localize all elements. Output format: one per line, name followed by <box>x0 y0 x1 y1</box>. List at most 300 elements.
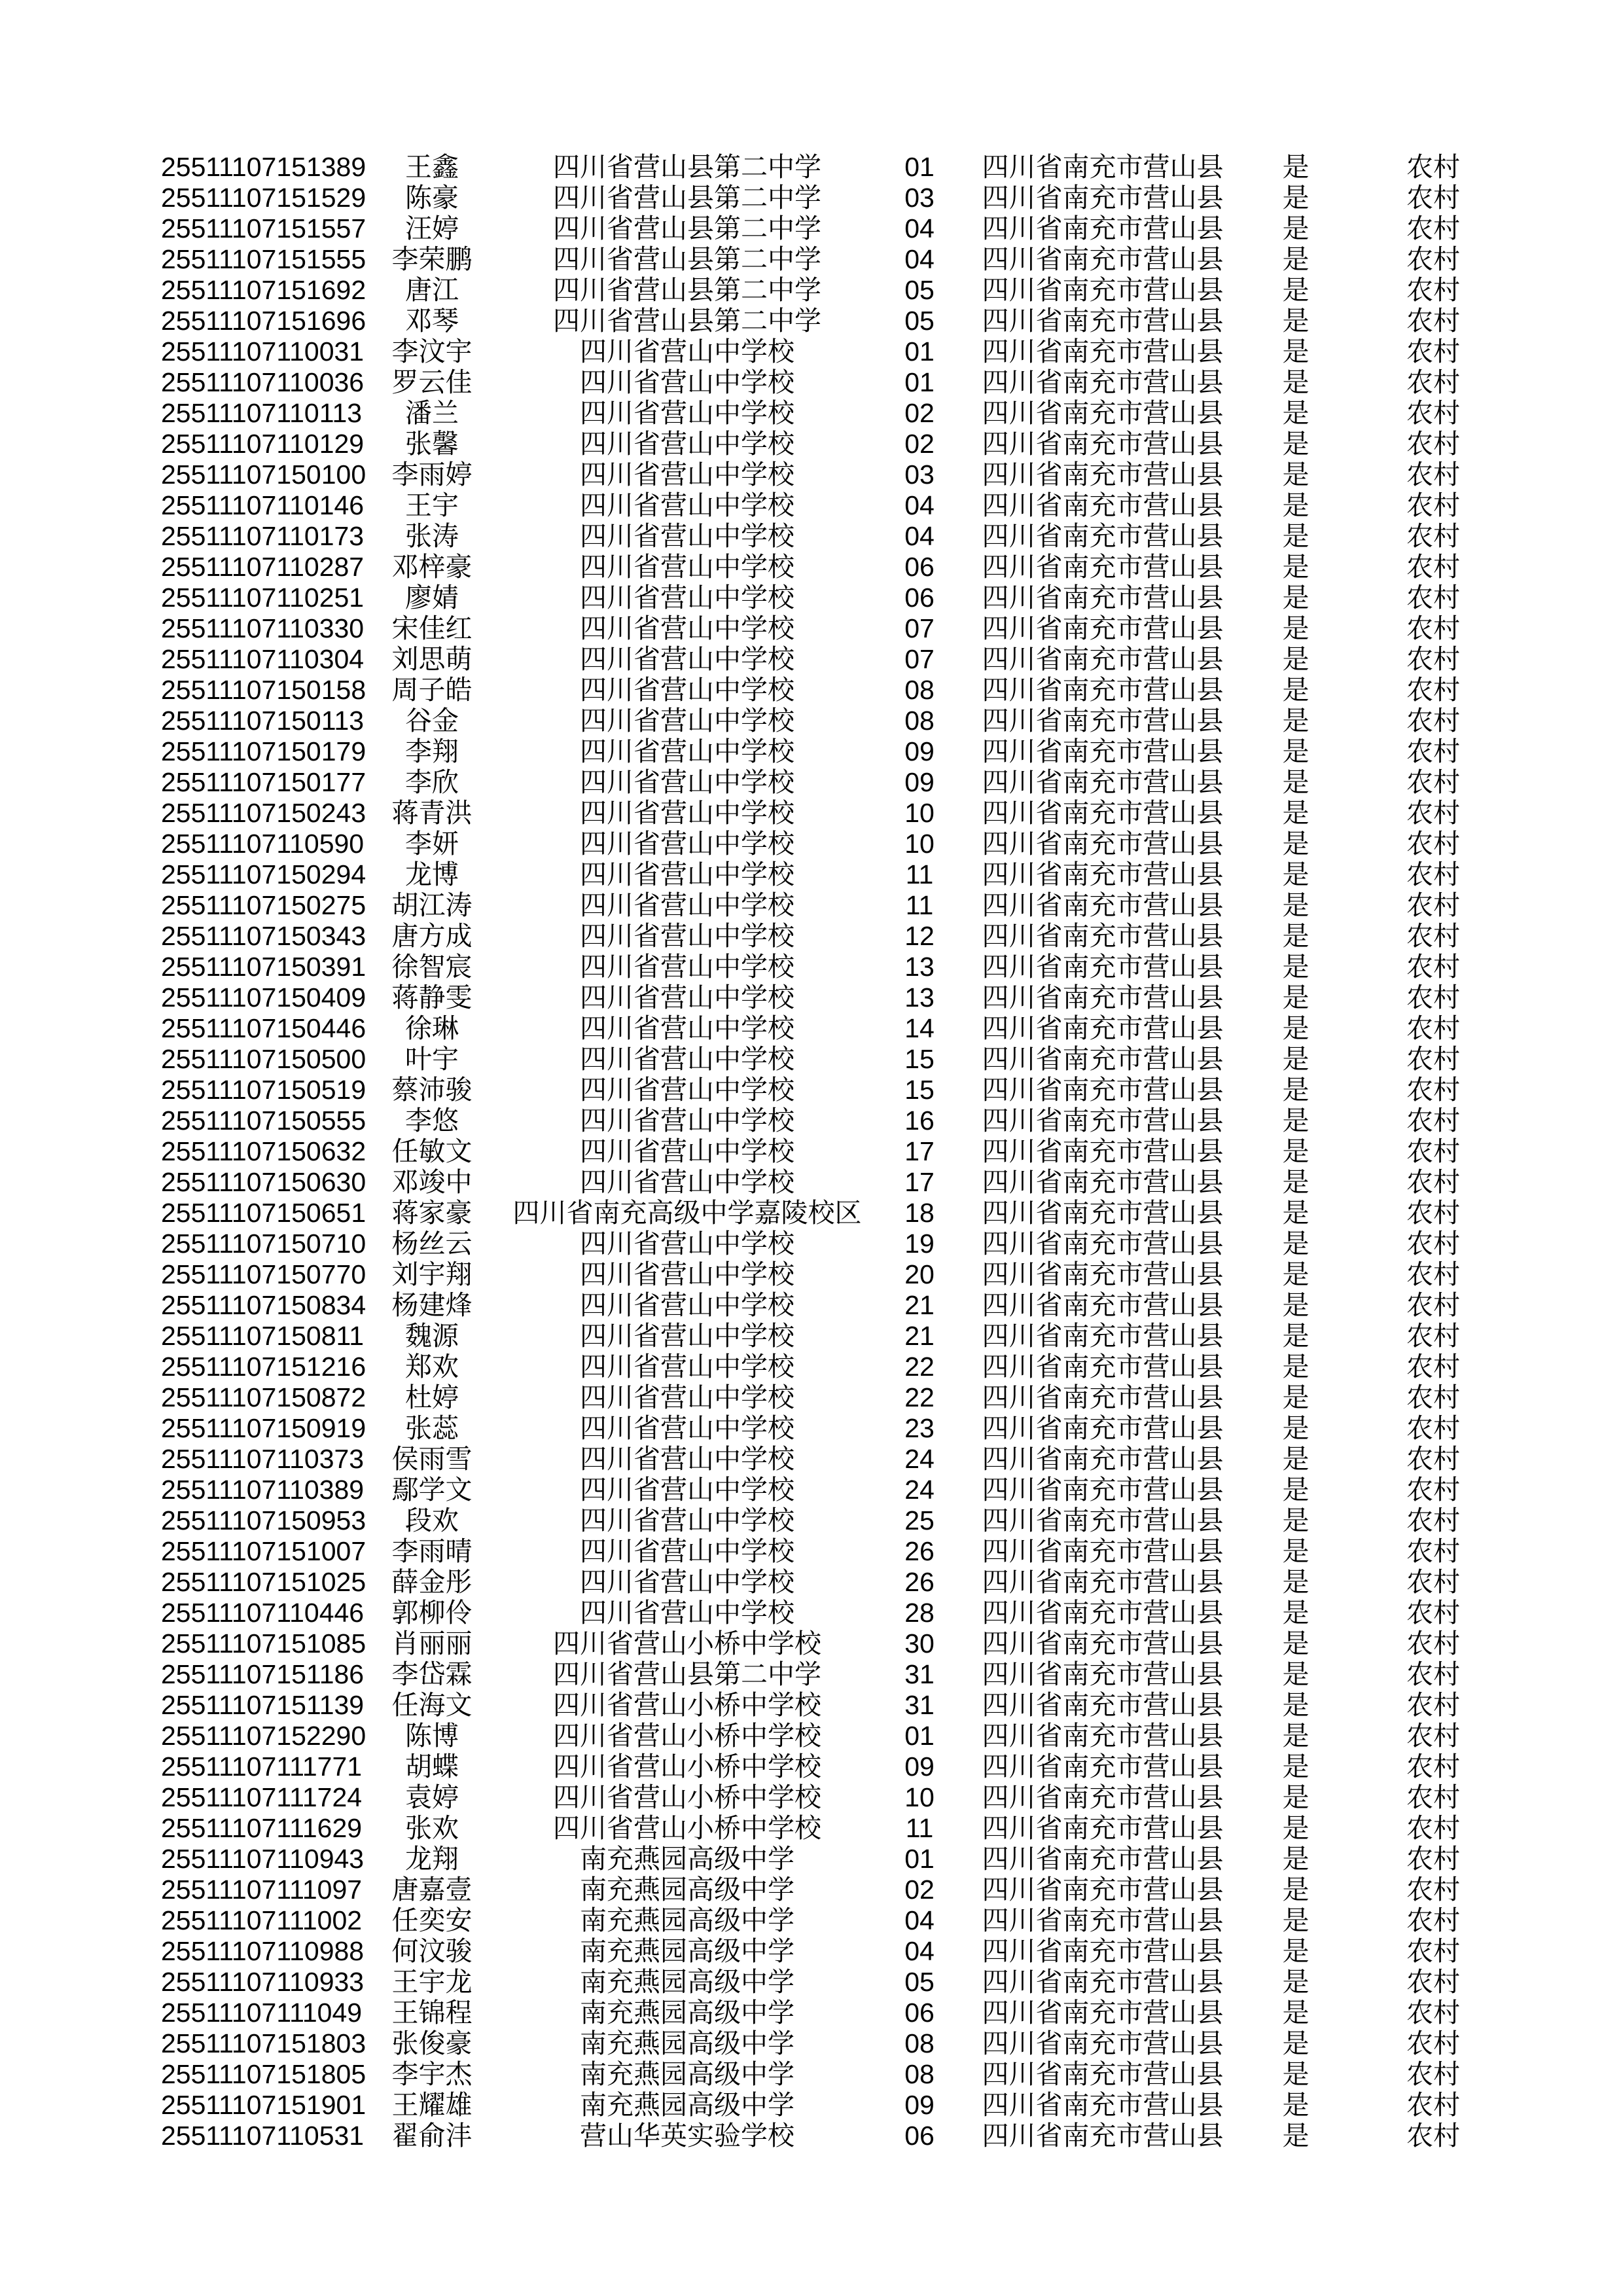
cell-exam-id: 25511107150177 <box>161 767 366 797</box>
table-row <box>0 1167 1623 1198</box>
cell-confirm-flag: 是 <box>1282 1998 1310 2028</box>
table-row <box>0 1628 1623 1659</box>
cell-school: 四川省营山中学校 <box>580 1044 794 1074</box>
cell-student-name: 李宇杰 <box>391 2059 473 2089</box>
cell-school: 四川省营山中学校 <box>580 1075 794 1105</box>
table-row <box>0 306 1623 336</box>
table-row <box>0 1198 1623 1229</box>
cell-region: 四川省南充市营山县 <box>982 1936 1224 1966</box>
cell-region: 四川省南充市营山县 <box>982 490 1224 520</box>
cell-residence-type: 农村 <box>1406 859 1460 889</box>
cell-student-name: 鄢学文 <box>391 1475 473 1505</box>
cell-region: 四川省南充市营山县 <box>982 890 1224 920</box>
cell-student-name: 汪婷 <box>405 213 459 243</box>
cell-exam-id: 25511107150555 <box>161 1105 366 1136</box>
cell-residence-type: 农村 <box>1406 583 1460 613</box>
table-row <box>0 490 1623 521</box>
cell-school: 四川省南充高级中学嘉陵校区 <box>512 1198 862 1228</box>
cell-school: 四川省营山中学校 <box>580 521 794 551</box>
table-row <box>0 1413 1623 1444</box>
cell-school: 四川省营山县第二中学 <box>553 1659 821 1689</box>
table-row <box>0 583 1623 613</box>
cell-residence-type: 农村 <box>1406 275 1460 305</box>
cell-confirm-flag: 是 <box>1282 367 1310 397</box>
cell-confirm-flag: 是 <box>1282 1659 1310 1689</box>
cell-class-number: 05 <box>904 1967 935 1997</box>
cell-exam-id: 25511107110389 <box>161 1475 365 1505</box>
cell-confirm-flag: 是 <box>1282 583 1310 613</box>
cell-confirm-flag: 是 <box>1282 1105 1310 1136</box>
cell-class-number: 14 <box>904 1013 935 1043</box>
cell-exam-id: 25511107151216 <box>161 1352 366 1382</box>
cell-residence-type: 农村 <box>1406 183 1460 213</box>
table-row <box>0 1321 1623 1352</box>
cell-residence-type: 农村 <box>1406 1874 1460 1905</box>
cell-confirm-flag: 是 <box>1282 952 1310 982</box>
cell-confirm-flag: 是 <box>1282 429 1310 459</box>
cell-class-number: 09 <box>904 736 935 766</box>
cell-region: 四川省南充市营山县 <box>982 1167 1224 1197</box>
table-row <box>0 429 1623 459</box>
table-row <box>0 1782 1623 1813</box>
cell-region: 四川省南充市营山县 <box>982 1444 1224 1474</box>
cell-class-number: 02 <box>904 398 935 428</box>
cell-residence-type: 农村 <box>1406 367 1460 397</box>
cell-exam-id: 25511107110943 <box>161 1844 365 1874</box>
cell-class-number: 09 <box>904 2090 935 2120</box>
cell-confirm-flag: 是 <box>1282 1505 1310 1535</box>
cell-residence-type: 农村 <box>1406 2090 1460 2120</box>
cell-class-number: 06 <box>904 2121 935 2151</box>
cell-confirm-flag: 是 <box>1282 736 1310 766</box>
cell-school: 四川省营山中学校 <box>580 890 794 920</box>
cell-school: 四川省营山中学校 <box>580 952 794 982</box>
cell-confirm-flag: 是 <box>1282 1321 1310 1351</box>
cell-exam-id: 25511107150243 <box>161 798 366 828</box>
cell-exam-id: 25511107111629 <box>161 1813 363 1843</box>
cell-exam-id: 25511107110304 <box>161 644 365 674</box>
cell-residence-type: 农村 <box>1406 1198 1460 1228</box>
cell-school: 南充燕园高级中学 <box>580 1905 794 1935</box>
cell-exam-id: 25511107110113 <box>161 398 363 428</box>
cell-region: 四川省南充市营山县 <box>982 1229 1224 1259</box>
cell-school: 四川省营山中学校 <box>580 552 794 582</box>
cell-region: 四川省南充市营山县 <box>982 1905 1224 1935</box>
cell-school: 四川省营山中学校 <box>580 398 794 428</box>
cell-student-name: 张欢 <box>405 1813 459 1843</box>
cell-student-name: 徐智宸 <box>391 952 473 982</box>
cell-residence-type: 农村 <box>1406 1751 1460 1782</box>
cell-class-number: 12 <box>904 921 935 951</box>
cell-region: 四川省南充市营山县 <box>982 1044 1224 1074</box>
cell-exam-id: 25511107151557 <box>161 213 366 243</box>
cell-class-number: 01 <box>904 152 935 182</box>
cell-region: 四川省南充市营山县 <box>982 1598 1224 1628</box>
cell-school: 四川省营山中学校 <box>580 459 794 490</box>
cell-region: 四川省南充市营山县 <box>982 244 1224 274</box>
cell-class-number: 03 <box>904 183 935 213</box>
cell-exam-id: 25511107111724 <box>161 1782 363 1812</box>
cell-student-name: 邓梓豪 <box>391 552 473 582</box>
table-row <box>0 1751 1623 1782</box>
cell-exam-id: 25511107110287 <box>161 552 365 582</box>
table-row <box>0 1536 1623 1567</box>
table-row <box>0 1844 1623 1874</box>
cell-student-name: 袁婷 <box>405 1782 459 1812</box>
table-row <box>0 552 1623 583</box>
table-row <box>0 1136 1623 1167</box>
cell-student-name: 邓竣中 <box>391 1167 473 1197</box>
cell-class-number: 21 <box>904 1321 935 1351</box>
table-row <box>0 829 1623 859</box>
table-row <box>0 244 1623 275</box>
table-row <box>0 213 1623 244</box>
cell-confirm-flag: 是 <box>1282 1229 1310 1259</box>
cell-school: 四川省营山县第二中学 <box>553 306 821 336</box>
cell-confirm-flag: 是 <box>1282 2090 1310 2120</box>
cell-residence-type: 农村 <box>1406 521 1460 551</box>
cell-residence-type: 农村 <box>1406 1690 1460 1720</box>
cell-region: 四川省南充市营山县 <box>982 367 1224 397</box>
table-row <box>0 1905 1623 1936</box>
cell-school: 四川省营山中学校 <box>580 1290 794 1320</box>
cell-exam-id: 25511107151389 <box>161 152 366 182</box>
cell-residence-type: 农村 <box>1406 429 1460 459</box>
cell-exam-id: 25511107110590 <box>161 829 365 859</box>
cell-region: 四川省南充市营山县 <box>982 1290 1224 1320</box>
cell-class-number: 08 <box>904 2028 935 2058</box>
cell-exam-id: 25511107150651 <box>161 1198 366 1228</box>
cell-school: 四川省营山小桥中学校 <box>553 1813 821 1843</box>
cell-student-name: 薛金彤 <box>391 1567 473 1597</box>
cell-confirm-flag: 是 <box>1282 1290 1310 1320</box>
cell-residence-type: 农村 <box>1406 306 1460 336</box>
cell-confirm-flag: 是 <box>1282 1044 1310 1074</box>
cell-exam-id: 25511107151696 <box>161 306 366 336</box>
cell-school: 四川省营山县第二中学 <box>553 275 821 305</box>
table-row <box>0 767 1623 798</box>
cell-exam-id: 25511107150710 <box>161 1229 366 1259</box>
cell-school: 四川省营山中学校 <box>580 1475 794 1505</box>
cell-confirm-flag: 是 <box>1282 1013 1310 1043</box>
cell-exam-id: 25511107150391 <box>161 952 366 982</box>
table-row <box>0 1044 1623 1075</box>
cell-region: 四川省南充市营山县 <box>982 2090 1224 2120</box>
cell-exam-id: 25511107111097 <box>161 1874 363 1905</box>
cell-exam-id: 25511107111771 <box>161 1751 363 1782</box>
cell-region: 四川省南充市营山县 <box>982 767 1224 797</box>
cell-region: 四川省南充市营山县 <box>982 1967 1224 1997</box>
table-row <box>0 2121 1623 2151</box>
cell-confirm-flag: 是 <box>1282 2121 1310 2151</box>
cell-confirm-flag: 是 <box>1282 1813 1310 1843</box>
cell-residence-type: 农村 <box>1406 213 1460 243</box>
table-row <box>0 890 1623 921</box>
table-row <box>0 798 1623 829</box>
cell-class-number: 10 <box>904 798 935 828</box>
cell-exam-id: 25511107151901 <box>161 2090 366 2120</box>
cell-student-name: 李岱霖 <box>391 1659 473 1689</box>
cell-exam-id: 25511107151025 <box>161 1567 366 1597</box>
cell-exam-id: 25511107111049 <box>161 1998 363 2028</box>
cell-region: 四川省南充市营山县 <box>982 1751 1224 1782</box>
table-row <box>0 982 1623 1013</box>
table-row <box>0 675 1623 706</box>
cell-confirm-flag: 是 <box>1282 1936 1310 1966</box>
cell-exam-id: 25511107110031 <box>161 336 365 367</box>
cell-region: 四川省南充市营山县 <box>982 1690 1224 1720</box>
cell-class-number: 04 <box>904 521 935 551</box>
cell-exam-id: 25511107150343 <box>161 921 366 951</box>
cell-student-name: 邓琴 <box>405 306 459 336</box>
cell-class-number: 04 <box>904 490 935 520</box>
cell-exam-id: 25511107151803 <box>161 2028 366 2058</box>
cell-class-number: 04 <box>904 1936 935 1966</box>
cell-school: 四川省营山县第二中学 <box>553 213 821 243</box>
cell-class-number: 06 <box>904 583 935 613</box>
cell-region: 四川省南充市营山县 <box>982 982 1224 1013</box>
cell-class-number: 23 <box>904 1413 935 1443</box>
cell-residence-type: 农村 <box>1406 921 1460 951</box>
table-row <box>0 1998 1623 2028</box>
cell-region: 四川省南充市营山县 <box>982 736 1224 766</box>
cell-student-name: 李妍 <box>405 829 459 859</box>
cell-class-number: 28 <box>904 1598 935 1628</box>
cell-school: 南充燕园高级中学 <box>580 2059 794 2089</box>
cell-class-number: 08 <box>904 2059 935 2089</box>
cell-student-name: 刘思萌 <box>391 644 473 674</box>
cell-confirm-flag: 是 <box>1282 1259 1310 1289</box>
cell-region: 四川省南充市营山县 <box>982 921 1224 951</box>
cell-exam-id: 25511107110373 <box>161 1444 365 1474</box>
cell-residence-type: 农村 <box>1406 829 1460 859</box>
table-row <box>0 1444 1623 1475</box>
cell-residence-type: 农村 <box>1406 459 1460 490</box>
cell-class-number: 01 <box>904 1844 935 1874</box>
table-row <box>0 398 1623 429</box>
cell-region: 四川省南充市营山县 <box>982 1536 1224 1566</box>
cell-exam-id: 25511107150770 <box>161 1259 366 1289</box>
cell-confirm-flag: 是 <box>1282 890 1310 920</box>
cell-residence-type: 农村 <box>1406 244 1460 274</box>
cell-region: 四川省南充市营山县 <box>982 306 1224 336</box>
table-row <box>0 1229 1623 1259</box>
table-row <box>0 1105 1623 1136</box>
cell-student-name: 杨丝云 <box>391 1229 473 1259</box>
cell-region: 四川省南充市营山县 <box>982 1659 1224 1689</box>
cell-confirm-flag: 是 <box>1282 1136 1310 1166</box>
cell-student-name: 唐江 <box>405 275 459 305</box>
cell-exam-id: 25511107151139 <box>161 1690 365 1720</box>
cell-region: 四川省南充市营山县 <box>982 1352 1224 1382</box>
cell-confirm-flag: 是 <box>1282 767 1310 797</box>
cell-class-number: 15 <box>904 1075 935 1105</box>
cell-region: 四川省南充市营山县 <box>982 1628 1224 1659</box>
cell-region: 四川省南充市营山县 <box>982 552 1224 582</box>
cell-confirm-flag: 是 <box>1282 244 1310 274</box>
cell-confirm-flag: 是 <box>1282 1198 1310 1228</box>
cell-exam-id: 25511107150811 <box>161 1321 365 1351</box>
cell-school: 南充燕园高级中学 <box>580 1874 794 1905</box>
cell-region: 四川省南充市营山县 <box>982 1844 1224 1874</box>
cell-school: 四川省营山县第二中学 <box>553 244 821 274</box>
cell-confirm-flag: 是 <box>1282 1844 1310 1874</box>
cell-region: 四川省南充市营山县 <box>982 1874 1224 1905</box>
cell-school: 四川省营山小桥中学校 <box>553 1751 821 1782</box>
cell-residence-type: 农村 <box>1406 952 1460 982</box>
cell-exam-id: 25511107110933 <box>161 1967 365 1997</box>
cell-class-number: 01 <box>904 1721 935 1751</box>
cell-school: 四川省营山中学校 <box>580 829 794 859</box>
cell-exam-id: 25511107110251 <box>161 583 365 613</box>
cell-class-number: 30 <box>904 1628 935 1659</box>
cell-residence-type: 农村 <box>1406 1044 1460 1074</box>
cell-region: 四川省南充市营山县 <box>982 798 1224 828</box>
cell-school: 南充燕园高级中学 <box>580 2028 794 2058</box>
cell-region: 四川省南充市营山县 <box>982 2028 1224 2058</box>
cell-class-number: 04 <box>904 244 935 274</box>
cell-student-name: 任奕安 <box>391 1905 473 1935</box>
cell-confirm-flag: 是 <box>1282 921 1310 951</box>
cell-residence-type: 农村 <box>1406 1229 1460 1259</box>
table-row <box>0 459 1623 490</box>
cell-confirm-flag: 是 <box>1282 859 1310 889</box>
cell-residence-type: 农村 <box>1406 982 1460 1013</box>
cell-confirm-flag: 是 <box>1282 459 1310 490</box>
cell-student-name: 李雨婷 <box>391 459 473 490</box>
cell-confirm-flag: 是 <box>1282 644 1310 674</box>
cell-school: 四川省营山中学校 <box>580 1505 794 1535</box>
cell-student-name: 李翔 <box>405 736 459 766</box>
cell-exam-id: 25511107150834 <box>161 1290 366 1320</box>
cell-student-name: 张涛 <box>405 521 459 551</box>
table-row <box>0 1967 1623 1998</box>
table-row <box>0 1259 1623 1290</box>
cell-student-name: 徐琳 <box>405 1013 459 1043</box>
cell-class-number: 05 <box>904 275 935 305</box>
cell-region: 四川省南充市营山县 <box>982 521 1224 551</box>
cell-residence-type: 农村 <box>1406 398 1460 428</box>
student-table <box>0 152 1623 2151</box>
cell-class-number: 05 <box>904 306 935 336</box>
table-row <box>0 1721 1623 1751</box>
cell-exam-id: 25511107151007 <box>161 1536 366 1566</box>
cell-school: 四川省营山中学校 <box>580 675 794 705</box>
cell-school: 四川省营山中学校 <box>580 367 794 397</box>
cell-school: 四川省营山中学校 <box>580 798 794 828</box>
table-row <box>0 706 1623 736</box>
cell-student-name: 唐方成 <box>391 921 473 951</box>
cell-confirm-flag: 是 <box>1282 1167 1310 1197</box>
cell-confirm-flag: 是 <box>1282 2059 1310 2089</box>
cell-residence-type: 农村 <box>1406 1536 1460 1566</box>
cell-region: 四川省南充市营山县 <box>982 644 1224 674</box>
table-row <box>0 1936 1623 1967</box>
cell-residence-type: 农村 <box>1406 706 1460 736</box>
cell-confirm-flag: 是 <box>1282 213 1310 243</box>
cell-class-number: 04 <box>904 1905 935 1935</box>
cell-student-name: 任海文 <box>391 1690 473 1720</box>
cell-confirm-flag: 是 <box>1282 275 1310 305</box>
cell-class-number: 06 <box>904 552 935 582</box>
cell-exam-id: 25511107150953 <box>161 1505 366 1535</box>
cell-student-name: 蒋青洪 <box>391 798 473 828</box>
cell-school: 四川省营山中学校 <box>580 1382 794 1412</box>
cell-confirm-flag: 是 <box>1282 1782 1310 1812</box>
cell-class-number: 06 <box>904 1998 935 2028</box>
cell-region: 四川省南充市营山县 <box>982 1782 1224 1812</box>
cell-school: 四川省营山中学校 <box>580 859 794 889</box>
cell-region: 四川省南充市营山县 <box>982 1721 1224 1751</box>
cell-residence-type: 农村 <box>1406 890 1460 920</box>
cell-school: 四川省营山中学校 <box>580 1105 794 1136</box>
cell-exam-id: 25511107150446 <box>161 1013 366 1043</box>
cell-class-number: 10 <box>904 1782 935 1812</box>
cell-confirm-flag: 是 <box>1282 521 1310 551</box>
cell-school: 四川省营山中学校 <box>580 1352 794 1382</box>
cell-confirm-flag: 是 <box>1282 613 1310 643</box>
table-row <box>0 275 1623 306</box>
cell-student-name: 张馨 <box>405 429 459 459</box>
cell-confirm-flag: 是 <box>1282 1905 1310 1935</box>
cell-class-number: 08 <box>904 675 935 705</box>
cell-school: 四川省营山小桥中学校 <box>553 1690 821 1720</box>
cell-class-number: 21 <box>904 1290 935 1320</box>
cell-residence-type: 农村 <box>1406 1413 1460 1443</box>
cell-student-name: 周子皓 <box>391 675 473 705</box>
cell-residence-type: 农村 <box>1406 1936 1460 1966</box>
cell-residence-type: 农村 <box>1406 2059 1460 2089</box>
cell-student-name: 李荣鹏 <box>391 244 473 274</box>
cell-residence-type: 农村 <box>1406 1813 1460 1843</box>
cell-class-number: 24 <box>904 1444 935 1474</box>
table-row <box>0 1567 1623 1598</box>
cell-residence-type: 农村 <box>1406 1105 1460 1136</box>
cell-exam-id: 25511107110129 <box>161 429 365 459</box>
cell-student-name: 侯雨雪 <box>391 1444 473 1474</box>
cell-exam-id: 25511107150500 <box>161 1044 366 1074</box>
cell-class-number: 22 <box>904 1382 935 1412</box>
table-row <box>0 1690 1623 1721</box>
table-row <box>0 2059 1623 2090</box>
cell-school: 南充燕园高级中学 <box>580 2090 794 2120</box>
cell-student-name: 李汶宇 <box>391 336 473 367</box>
cell-school: 四川省营山小桥中学校 <box>553 1628 821 1659</box>
cell-class-number: 07 <box>904 613 935 643</box>
cell-exam-id: 25511107151529 <box>161 183 366 213</box>
cell-region: 四川省南充市营山县 <box>982 1413 1224 1443</box>
table-row <box>0 1290 1623 1321</box>
cell-class-number: 07 <box>904 644 935 674</box>
cell-class-number: 13 <box>904 952 935 982</box>
cell-class-number: 26 <box>904 1567 935 1597</box>
cell-region: 四川省南充市营山县 <box>982 1013 1224 1043</box>
cell-residence-type: 农村 <box>1406 1259 1460 1289</box>
cell-residence-type: 农村 <box>1406 1598 1460 1628</box>
cell-residence-type: 农村 <box>1406 613 1460 643</box>
cell-confirm-flag: 是 <box>1282 490 1310 520</box>
table-row <box>0 1659 1623 1690</box>
cell-residence-type: 农村 <box>1406 2121 1460 2151</box>
cell-confirm-flag: 是 <box>1282 1382 1310 1412</box>
cell-residence-type: 农村 <box>1406 1290 1460 1320</box>
cell-residence-type: 农村 <box>1406 1167 1460 1197</box>
cell-student-name: 叶宇 <box>405 1044 459 1074</box>
cell-school: 四川省营山中学校 <box>580 613 794 643</box>
table-row <box>0 1352 1623 1382</box>
table-row <box>0 1813 1623 1844</box>
cell-region: 四川省南充市营山县 <box>982 613 1224 643</box>
